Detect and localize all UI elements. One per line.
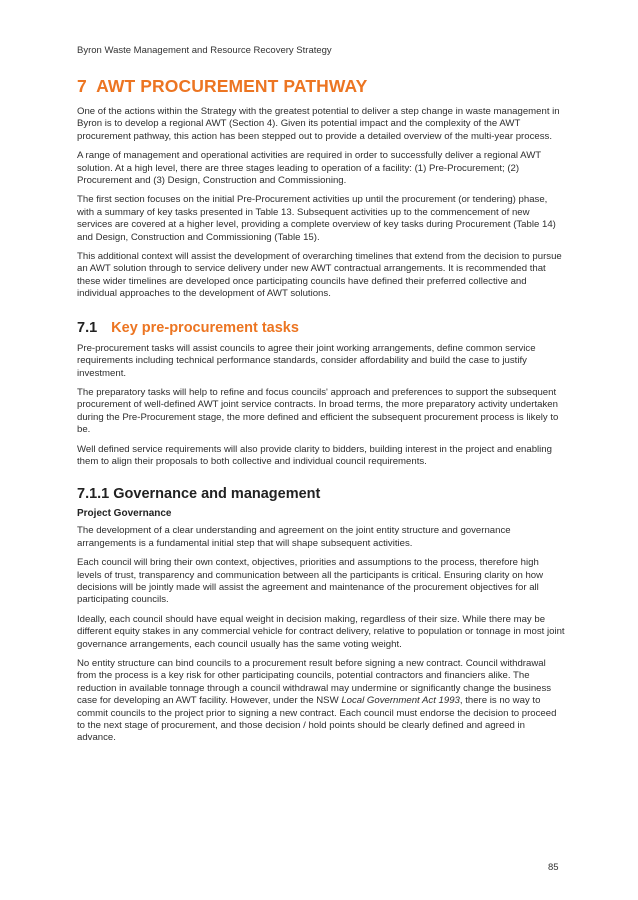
section-7-title: AWT PROCUREMENT PATHWAY <box>96 76 368 96</box>
paragraph: One of the actions within the Strategy with the greatest potential to deliver a step change in waste management in Byron is to develop a regional AWT (Section 4). Given its potential impact and the complexity of the AWT procurement pathway, this action has been stepped out to provide a detailed overview of the multi-year process. <box>77 106 560 142</box>
paragraph: Ideally, each council should have equal weight in decision making, regardless of their size. While there may be different equity stakes in any commercial vehicle for contract delivery, relative to population or tonnage in most joint governance arrangements, each council usually has the same voting weight. <box>77 613 565 650</box>
paragraph: A range of management and operational activities are required in order to successfully deliver a regional AWT solution. At a high level, there are three stages leading to operation of a facility: (1) Pre-Procurement; (2) Procurement and (3) Design, Construction and Commissioning. <box>77 150 541 187</box>
project-governance-subheading: Project Governance <box>77 508 172 520</box>
act-title: Local Government Act 1993 <box>341 695 460 707</box>
paragraph: Each council will bring their own context, objectives, priorities and assumptions to the process, therefore high levels of trust, transparency and communication between all the participants is critical. Ensuring clarity on how decisions will be jointly made will assist the agreement and maintenance of the procurement objectives for all participating councils. <box>77 557 544 606</box>
section-7-1-title: Key pre-procurement tasks <box>111 319 299 336</box>
section-7-heading <box>77 76 565 97</box>
section-7-1-heading <box>77 320 565 336</box>
paragraph: Well defined service requirements will also provide clarity to bidders, building interest in the project and enabling them to align their proposals to both collective and individual council requirements. <box>77 443 552 467</box>
paragraph: The preparatory tasks will help to refine and focus councils' approach and preferences to support the subsequent procurement of well-defined AWT joint service contracts. In broad terms, the more preparatory activity undertaken during the Pre-Procurement stage, the more defined and efficient the subsequent procurement process is likely to be. <box>77 386 559 436</box>
section-7-1-1-heading: 7.1.1 Governance and management <box>77 486 321 503</box>
section-7-1-number: 7.1 <box>77 319 98 336</box>
paragraph: The development of a clear understanding and agreement on the joint entity structure and governance arrangements is a fundamental initial step that will shape subsequent activities. <box>77 525 511 549</box>
paragraph-text: , there is no way to commit councils to the project prior to signing a new contract. Each council must endorse the decision to proceed to the next stage of procurement, and those decision / hold points should be clearly defined and agreed in advance. <box>77 695 557 744</box>
page-number: 85 <box>548 862 559 873</box>
paragraph: This additional context will assist the development of overarching timelines that extend from the decision to pursue an AWT solution through to service delivery under new AWT contractual arrangements. It is recommended that these wider timelines are developed once participating councils have defined their preferred collective and individual approaches to the development of AWT solutions. <box>77 251 562 300</box>
paragraph-text: No entity structure can bind councils to a procurement result before signing a new contract. Council withdrawal from the process is a key risk for other participating councils, potential contractors and financiers alike. The reduction in available tonnage through a council withdrawal may undermine or significantly change the business case for developing an AWT facility. However, under the NSW <box>77 658 552 707</box>
paragraph: Pre-procurement tasks will assist councils to agree their joint working arrangements, define common service requirements including technical performance standards, consider affordability and build the case to justify investment. <box>77 342 536 379</box>
paragraph <box>77 658 565 745</box>
paragraph: The first section focuses on the initial Pre-Procurement activities up until the procurement (or tendering) phase, with a summary of key tasks presented in Table 13. Subsequent activities up to the commencement of new services are covered at a higher level, providing a complete overview of key tasks during Procurement (Table 14) and Design, Construction and Commissioning (Table 15). <box>77 194 556 243</box>
running-header: Byron Waste Management and Resource Recovery Strategy <box>77 45 332 56</box>
page-content <box>77 76 565 752</box>
section-7-number: 7 <box>77 76 87 96</box>
